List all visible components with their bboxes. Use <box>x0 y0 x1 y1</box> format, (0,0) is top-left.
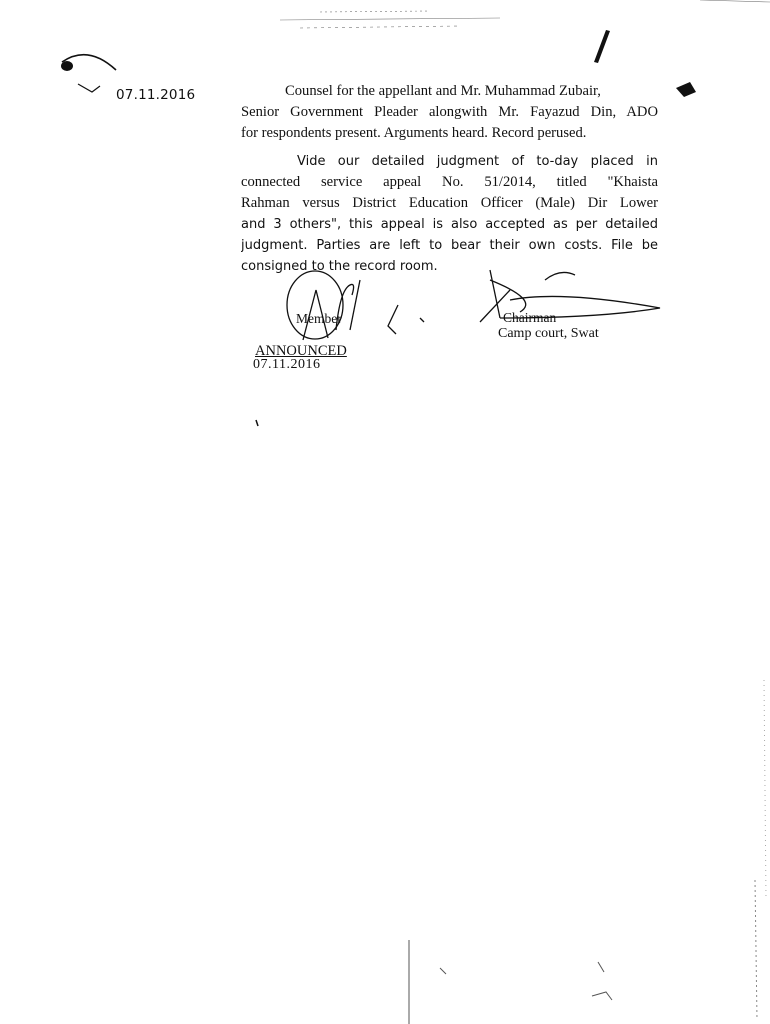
punch-hole-mark <box>61 55 116 92</box>
paragraph-line: Vide our detailed judgment of to-day placed in <box>297 154 658 169</box>
paragraph-line: judgment. Parties are left to bear their own costs. File be <box>241 238 658 253</box>
paragraph-line: and 3 others", this appeal is also accepted as per detailed <box>241 217 658 232</box>
announced-label: ANNOUNCED <box>255 343 347 359</box>
paragraph-line: Rahman versus District Education Officer (Male) Dir Lower <box>241 195 658 211</box>
chairman-label: Chairman <box>503 310 557 325</box>
order-date: 07.11.2016 <box>116 87 196 103</box>
paragraph-line: connected service appeal No. 51/2014, titled "Khaista <box>241 174 658 190</box>
member-signature <box>287 271 424 340</box>
bottom-edge-noise <box>409 680 766 1024</box>
camp-court-label: Camp court, Swat <box>498 326 599 341</box>
paragraph-line: Counsel for the appellant and Mr. Muhammad Zubair, <box>285 83 601 99</box>
paragraph-judgment <box>241 151 658 277</box>
paragraph-line: for respondents present. Arguments heard. Record perused. <box>241 125 587 141</box>
paragraph-attendance <box>241 81 658 144</box>
announced-date: 07.11.2016 <box>253 357 321 372</box>
corner-slash-mark <box>594 30 610 63</box>
ink-blot <box>676 82 696 97</box>
paragraph-line: Senior Government Pleader alongwith Mr. Fayazud Din, ADO <box>241 104 658 120</box>
member-label: Member <box>296 311 342 326</box>
paragraph-line: consigned to the record room. <box>241 259 438 274</box>
stray-mark <box>256 420 258 426</box>
top-edge-noise <box>280 0 770 28</box>
